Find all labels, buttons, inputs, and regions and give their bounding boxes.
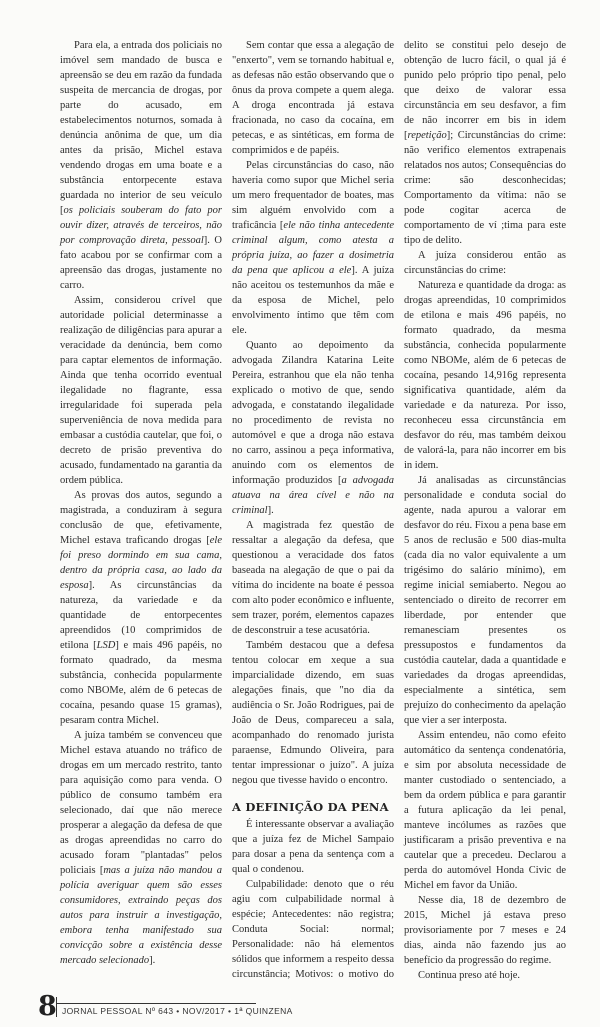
text-run: ]. As circunstâncias da natureza, da variedade e da quantidade de entorpecentes apreendidos (10 comprimidos de etilona [ (60, 580, 222, 651)
text-run: A magistrada fez questão de ressaltar a alegação da defesa, que questionou a veracidade dos fatos baseada na alegação de que o pai da vítima do incidente na boate é pessoa com alto poder econômico e influente, sem trazer, porém, elementos capazes de desconstruir a tese acusatória. (232, 520, 394, 636)
editorial-aside: ele foi preso dormindo em sua cama, dentro da própria casa, ao lado da esposa (60, 535, 222, 591)
text-run: ]; Circunstâncias do crime: não verifico elementos extrapenais relatados nos autos; Consequências do crime: são desconhecidas; Comportamento da vítima: não se pode cogitar acerca de comportamento de ví ;tima para este tipo de delito. (404, 130, 566, 246)
article-body (60, 38, 566, 983)
paragraph (404, 728, 566, 893)
paragraph (60, 728, 222, 968)
text-run: ]. (267, 505, 274, 516)
text-run: Também destacou que a defesa tentou colocar em xeque a sua imparcialidade dizendo, em suas alegações finais, que "no dia da audiência o Sr. João Rodrigues, pai de João de Deus, compareceu a sala, acompanhado do renomado jurista paraense, Edmundo Oliveira, para tentar impressionar o juízo". A juíza negou que tivesse havido o encontro. (232, 640, 394, 786)
paragraph (60, 38, 222, 293)
text-run: Assim, considerou crível que autoridade policial determinasse a realização de diligências para apurar a veracidade da denúncia, bem como para captar elementos de informação. Ainda que tenha ocorrido eventual ilegalidade no flagrante, essa irregularidade foi superada pela superveniência de nova medida para embasar a custódia cautelar, que foi, o decreto de prisão preventiva do acusado, fundamentado na garantia da ordem pública. (60, 295, 222, 486)
text-run: Sem contar que essa a alegação de "enxerto", vem se tornando habitual e, as defesas não estão observando que o ônus da prova compete a quem alega. A droga encontrada já estava fracionada, no caso da cocaína, em petecas, e as sintéticas, em forma de comprimidos e de papéis. (232, 40, 394, 156)
publication-info: JORNAL PESSOAL Nº 643 • NOV/2017 • 1ª QUINZENA (62, 1006, 293, 1016)
editorial-aside: a advogada atuava na área cível e não na criminal (232, 475, 394, 516)
paragraph (232, 338, 394, 518)
paragraph (232, 518, 394, 638)
text-run: A juíza considerou então as circunstâncias do crime: (404, 250, 566, 276)
text-run: Assim entendeu, não como efeito automático da sentença condenatória, e sim por absoluta necessidade de manter custodiado o sentenciado, a bem da ordem pública e para garantir a futura aplicação da lei penal, manteve incólumes as razões que justificaram a prisão preventiva e na cautelar que a precedeu. Declarou a perda do automóvel Honda Civic de Michel em favor da União. (404, 730, 566, 891)
paragraph (232, 158, 394, 338)
text-run: Quanto ao depoimento da advogada Zilandra Katarina Leite Pereira, estranhou que ela não tenha explicado o motivo de que, sendo advogada, e constatando ilegalidade no procedimento de revista no automóvel e que a droga não estava no carro, assinou a peça informativa, anuindo com os elementos de informação produzidos [ (232, 340, 394, 486)
text-run: Pelas circunstâncias do caso, não haveria como supor que Michel seria um mero frequentador de boates, mas sim alguém envolvido com a traficância [ (232, 160, 394, 231)
paragraph (404, 968, 566, 983)
editorial-aside: os policiais souberam do fato por ouvir dizer, através de terceiros, não por comprovação direta, pessoal (60, 205, 222, 246)
paragraph (404, 248, 566, 278)
page-footer (38, 991, 544, 1023)
text-run: Para ela, a entrada dos policiais no imóvel sem mandado de busca e apreensão se deu em razão da fundada suspeita de mercancia de drogas, por parte do acusado, em estabelecimentos noturnos, somada à denúncia anônima de que, um dia antes da prisão, Michel estava vendendo drogas em uma boate e a substância entorpecente estava guardada no interior de seu veículo [ (60, 40, 222, 216)
page (38, 0, 566, 1023)
paragraph (404, 893, 566, 968)
text-run: ]. (149, 955, 156, 966)
paragraph (60, 488, 222, 728)
text-run: É interessante observar a avaliação que a juíza fez de Michel Sampaio para dosar a pena da sentença com a qual o condenou. (232, 819, 394, 875)
text-run: ]. O fato acabou por se confirmar com a apreensão das drogas, justamente no carro. (60, 235, 222, 291)
text-run: Culpabilidade: denoto que o réu agiu com culpabilidade normal à espécie; Antecedentes: não registra; Conduta Social: normal; Personalidade: não há elementos sólidos que informem a respeito dessa circunstância; Motivos: o motivo do delito se constitui pelo desejo de obtenção de lucro fácil, o qual já é punido pelo próprio tipo penal, pelo que deixo de valorar essa circunstância em seu desfavor, a fim de não incorrer em bis in idem [ (232, 40, 566, 980)
text-run: Continua preso até hoje. (418, 970, 521, 981)
text-run: ]. A juíza não aceitou os testemunhos da mãe e da esposa de Michel, pelo envolvimento íntimo que têm com ele. (232, 265, 395, 336)
paragraph (232, 638, 394, 788)
text-run: A juíza também se convenceu que Michel estava atuando no tráfico de drogas em um mercado restrito, tanto para aquisição como para venda. O público de consumo também era selecionado, daí que não merece prosperar a alegação da defesa de que as drogas apreendidas no carro do acusado foram "plantadas" pelos policiais [ (60, 730, 222, 876)
editorial-aside: ele não tinha antecedente criminal algum, como atesta a própria juíza, ao fazer a dosimetria da pena que aplicou a ele (232, 220, 394, 276)
text-run: Natureza e quantidade da droga: as drogas apreendidas, 10 comprimidos de etilona e mais 496 papéis, no formato quadrado, da mesma substância, conhecida popularmente como NBOMe, além de 6 petecas de cocaína, pesando 14,916g representa significativa quantidade, além da variedade e da natureza. Por isso, reconheceu essa circunstância em desfavor do réu, mas também deixou de valorá-la, para não incorrer em bis in idem. (404, 280, 566, 471)
paragraph (60, 293, 222, 488)
footer-rule (56, 1003, 256, 1004)
footer-divider (56, 997, 57, 1017)
paragraph (232, 38, 394, 158)
text-run: Nesse dia, 18 de dezembro de 2015, Michel já estava preso provisoriamente por 7 meses e 24 dias, ainda não fazendo jus ao benefício da progressão do regime. (404, 895, 566, 966)
text-run: ] e mais 496 papéis, no formato quadrado, da mesma substância, conhecida popularmente como NBOMe, além de 6 petecas de cocaína, pesando quase 15 gramas), pesaram contra Michel. (60, 640, 223, 726)
editorial-aside: LSD (96, 640, 116, 651)
page-number: 8 (38, 991, 57, 1022)
section-heading: A DEFINIÇÃO DA PENA (232, 800, 389, 814)
editorial-aside: repetição (407, 130, 447, 141)
editorial-aside: mas a juíza não mandou a polícia averiguar quem são esses consumidores, extraindo peças dos autos para instruir a investigação, embora tenha manifestado sua convicção sobre a existência desse mercado selecionado (60, 865, 222, 966)
paragraph (404, 278, 566, 473)
paragraph (404, 473, 566, 728)
paragraph (232, 817, 394, 877)
text-run: As provas dos autos, segundo a magistrada, a conduziram à segura conclusão de que, efetivamente, Michel estava traficando drogas [ (60, 490, 222, 546)
text-run: Já analisadas as circunstâncias personalidade e conduta social do agente, nada apurou a valorar em desfavor do réu. Fixou a pena base em 5 anos de reclusão e 500 dias-multa (cada dia no valor equivalente a um trigésimo do salário mínimo), em regime inicial semiaberto. Negou ao sentenciado o direito de recorrer em liberdade, por entender que remanesciam presentes os pressupostos e fundamentos da custódia cautelar, dada a quantidade e variedades da drogas apreendidas, especialmente a sintética, sem prejuízo do conhecimento da apelação que vier a ser interposta. (404, 475, 566, 726)
